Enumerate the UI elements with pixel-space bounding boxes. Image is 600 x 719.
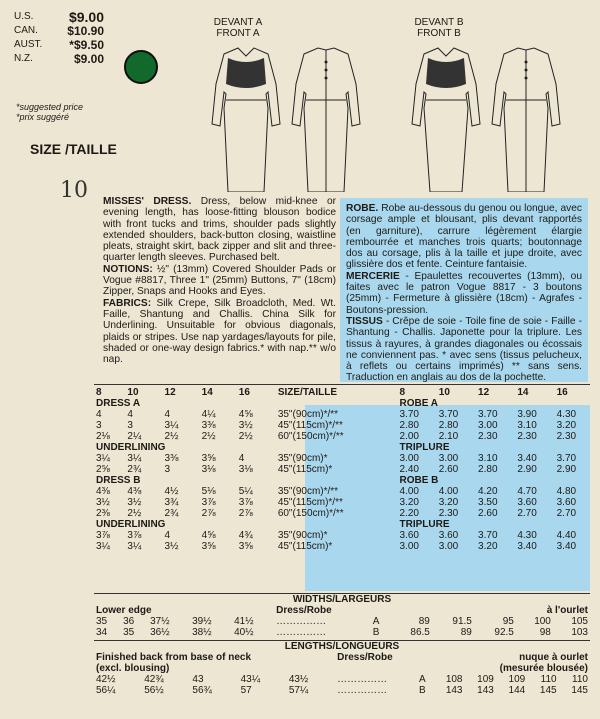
table-cell: 2½ bbox=[238, 431, 253, 442]
size-heading: SIZE /TAILLE bbox=[30, 141, 117, 157]
table-cell: 4.20 bbox=[478, 486, 498, 497]
table-cell: 4½ bbox=[164, 486, 179, 497]
measure-sub: Dress/Robe bbox=[276, 605, 332, 616]
table-cell: 10 bbox=[438, 387, 450, 398]
table-cell: 3¼ bbox=[127, 541, 142, 552]
table-cell: 2.30 bbox=[517, 431, 537, 442]
section-title-fr: ROBE B bbox=[399, 475, 439, 486]
measure-left-label: (excl. blousing) bbox=[96, 663, 170, 674]
measure-title: LENGTHS/LONGUEURS bbox=[284, 641, 400, 652]
table-cell: 45"(115cm)* bbox=[277, 464, 333, 475]
table-cell: 3.60 bbox=[399, 530, 419, 541]
table-row bbox=[94, 431, 594, 442]
measure-cell: 43½ bbox=[288, 674, 309, 685]
measure-sub-row bbox=[94, 605, 590, 616]
description-fr-title: ROBE. bbox=[346, 203, 379, 214]
measure-letter: A bbox=[418, 674, 426, 685]
table-cell: 3 bbox=[127, 420, 133, 431]
table-cell: 2⅜ bbox=[96, 508, 110, 519]
notions-text: ½" (13mm) Covered Shoulder Pads or Vogue #8817, Three 1" (25mm) Buttons, 7" (18cm) Zipper, Snaps and Hooks and Eyes. bbox=[103, 263, 336, 298]
table-cell: 3½ bbox=[164, 541, 179, 552]
yardage-table bbox=[94, 384, 594, 552]
measure-cell: 56¼ bbox=[96, 685, 116, 696]
table-cell: SIZE/TAILLE bbox=[277, 387, 338, 398]
table-cell: 3⅞ bbox=[201, 497, 216, 508]
table-cell: 3.70 bbox=[556, 453, 577, 464]
measure-sub-row bbox=[94, 652, 590, 663]
table-cell: 2⅛ bbox=[96, 431, 110, 442]
table-cell: 2.30 bbox=[478, 431, 498, 442]
measure-cell: 145 bbox=[571, 685, 588, 696]
back-a-drawing bbox=[292, 48, 360, 192]
lengths-table bbox=[94, 641, 590, 696]
table-cell: 3¼ bbox=[164, 420, 179, 431]
price-note bbox=[16, 102, 83, 122]
measure-cell: 109 bbox=[477, 674, 494, 685]
table-cell: 3 bbox=[164, 464, 171, 475]
table-cell: 4 bbox=[96, 409, 102, 420]
table-cell: 12 bbox=[164, 387, 176, 398]
table-cell: 5⅛ bbox=[201, 486, 216, 497]
table-cell: 3⅝ bbox=[201, 541, 216, 552]
table-cell: 2.90 bbox=[556, 464, 577, 475]
view-b-label bbox=[404, 17, 474, 39]
table-cell: 3⅛ bbox=[238, 464, 253, 475]
handwritten-size: 10 bbox=[60, 178, 88, 203]
table-cell: 2¾ bbox=[164, 508, 179, 519]
table-cell: 4.30 bbox=[517, 530, 537, 541]
table-cell: 3⅞ bbox=[127, 530, 142, 541]
view-b-label-fr: DEVANT B bbox=[414, 17, 464, 28]
measure-cell: 110 bbox=[572, 674, 588, 685]
measure-cell: 110 bbox=[540, 674, 557, 685]
measure-letter: B bbox=[418, 685, 426, 696]
measure-cell: 36 bbox=[123, 616, 135, 627]
price-row bbox=[14, 10, 104, 24]
back-b-drawing bbox=[492, 48, 560, 192]
table-cell: 2.10 bbox=[438, 431, 459, 442]
table-cell: 2⅞ bbox=[201, 508, 216, 519]
table-cell: 60"(150cm)*/** bbox=[277, 431, 344, 442]
table-cell: 2⅝ bbox=[96, 464, 110, 475]
table-cell: 2.80 bbox=[399, 420, 419, 431]
measurements bbox=[94, 593, 594, 696]
table-cell: 3½ bbox=[238, 420, 253, 431]
table-cell: 3.40 bbox=[517, 541, 537, 552]
table-cell: 4 bbox=[164, 409, 171, 420]
table-cell: 3.20 bbox=[478, 541, 498, 552]
view-a-label bbox=[203, 17, 273, 39]
table-cell: 3½ bbox=[127, 497, 142, 508]
table-cell: 3¼ bbox=[96, 541, 110, 552]
table-cell: 3¼ bbox=[96, 453, 110, 464]
divider bbox=[94, 384, 590, 385]
price-label: N.Z. bbox=[14, 53, 33, 64]
price-label: CAN. bbox=[14, 25, 38, 36]
measure-cell: 39½ bbox=[192, 616, 212, 627]
measure-cell: 105 bbox=[571, 616, 588, 627]
table-row bbox=[94, 541, 594, 552]
section-row bbox=[94, 475, 594, 486]
view-b-label-en: FRONT B bbox=[417, 28, 461, 39]
measure-left-label: Finished back from base of neck bbox=[96, 652, 252, 663]
section-spacer bbox=[276, 398, 398, 409]
section-title-en: UNDERLINING bbox=[96, 442, 166, 453]
table-cell: 2½ bbox=[201, 431, 216, 442]
measure-cell: 89 bbox=[460, 627, 472, 638]
measure-letter: A bbox=[372, 616, 380, 627]
section-title-en: UNDERLINING bbox=[96, 519, 166, 530]
table-row bbox=[94, 420, 594, 431]
price-row bbox=[14, 24, 104, 38]
measure-cell: 56½ bbox=[144, 685, 164, 696]
table-cell: 4⅝ bbox=[238, 409, 253, 420]
measure-row bbox=[94, 627, 590, 638]
table-row bbox=[94, 409, 594, 420]
measure-cell: 108 bbox=[445, 674, 463, 685]
table-cell: 3¾ bbox=[164, 497, 179, 508]
table-cell: 2¼ bbox=[127, 431, 142, 442]
view-a-label-en: FRONT A bbox=[216, 28, 260, 39]
table-cell: 8 bbox=[96, 387, 102, 398]
table-cell: 3.40 bbox=[517, 453, 537, 464]
table-cell: 45"(115cm)*/** bbox=[277, 420, 343, 431]
table-cell: 45"(115cm)* bbox=[277, 541, 333, 552]
table-cell: 2⅞ bbox=[238, 508, 253, 519]
table-cell: 3.10 bbox=[517, 420, 537, 431]
widths-table bbox=[94, 594, 590, 638]
measure-cell: 37½ bbox=[150, 616, 170, 627]
measure-cell: 91.5 bbox=[452, 616, 472, 627]
dress-drawings bbox=[180, 42, 590, 192]
notions-title: NOTIONS: bbox=[103, 263, 153, 275]
price-row bbox=[14, 52, 104, 66]
table-cell: 2½ bbox=[127, 508, 142, 519]
table-cell: 35"(90cm)* bbox=[277, 453, 328, 464]
measure-cell: 38½ bbox=[192, 627, 212, 638]
table-cell: 3.20 bbox=[556, 420, 577, 431]
measure-left-label: Lower edge bbox=[96, 605, 152, 616]
measure-right-label: à l'ourlet bbox=[546, 605, 588, 616]
table-cell: 3.70 bbox=[399, 409, 419, 420]
table-cell: 14 bbox=[517, 387, 529, 398]
table-cell: 3.70 bbox=[478, 530, 498, 541]
price-value: $9.00 bbox=[73, 52, 104, 66]
section-title-fr: ROBE A bbox=[399, 398, 439, 409]
table-cell: 16 bbox=[556, 387, 568, 398]
table-cell: 45"(115cm)*/** bbox=[277, 497, 343, 508]
measure-cell: 86.5 bbox=[410, 627, 430, 638]
price-value: $10.90 bbox=[67, 24, 104, 38]
table-row bbox=[94, 387, 594, 398]
table-cell: 16 bbox=[238, 387, 250, 398]
measure-cell: 89 bbox=[418, 616, 430, 627]
table-cell: 2.80 bbox=[478, 464, 498, 475]
table-cell: 4 bbox=[127, 409, 133, 420]
table-row bbox=[94, 508, 594, 519]
table-cell: 2.40 bbox=[399, 464, 419, 475]
table-cell: 2.30 bbox=[556, 431, 577, 442]
measure-cell: 95 bbox=[502, 616, 514, 627]
measure-cell: 36½ bbox=[150, 627, 170, 638]
table-cell: 3.70 bbox=[478, 409, 498, 420]
measure-title: WIDTHS/LARGEURS bbox=[292, 594, 392, 605]
table-cell: 4.00 bbox=[438, 486, 459, 497]
measure-letter: B bbox=[372, 627, 380, 638]
measure-cell: 57 bbox=[240, 685, 252, 696]
section-title-fr: TRIPLURE bbox=[399, 519, 450, 530]
measure-dots: …………… bbox=[337, 685, 388, 696]
table-cell: 3¼ bbox=[127, 453, 142, 464]
table-cell: 3⅞ bbox=[238, 497, 253, 508]
table-cell: 3.20 bbox=[399, 497, 419, 508]
table-cell: 2.70 bbox=[517, 508, 537, 519]
measure-dots: …………… bbox=[337, 674, 388, 685]
table-cell: 4⅝ bbox=[201, 530, 216, 541]
front-b-drawing bbox=[412, 48, 480, 192]
measure-sub-row bbox=[94, 663, 590, 674]
price-list bbox=[14, 10, 104, 66]
table-row bbox=[94, 530, 594, 541]
measure-right-label: nuque à ourlet bbox=[519, 652, 588, 663]
section-title-fr: TRIPLURE bbox=[399, 442, 450, 453]
table-cell: 2.90 bbox=[517, 464, 537, 475]
table-cell: 3.50 bbox=[478, 497, 498, 508]
view-a-label-fr: DEVANT A bbox=[213, 17, 263, 28]
section-spacer bbox=[276, 475, 398, 486]
section-spacer bbox=[276, 442, 398, 453]
section-title-en: DRESS B bbox=[96, 475, 141, 486]
measure-cell: 34 bbox=[96, 627, 108, 638]
table-row bbox=[94, 464, 594, 475]
table-cell: 3⅜ bbox=[164, 453, 179, 464]
table-cell: 35"(90cm)*/** bbox=[277, 486, 339, 497]
table-cell: 8 bbox=[399, 387, 406, 398]
table-cell: 2.30 bbox=[438, 508, 459, 519]
table-cell: 3.00 bbox=[399, 541, 419, 552]
table-cell: 3⅝ bbox=[201, 453, 216, 464]
table-cell: 4.70 bbox=[517, 486, 537, 497]
table-row bbox=[94, 497, 594, 508]
tissus-text: - Crêpe de soie - Toile fine de soie - Faille - Shantung - Challis. Japonette pour la triplure. Les tissus à rayures, à grandes diagonales ou écossais ne conviennent pas. * avec sens (tissus pelucheux, à reflets ou certains imprimés) ** sans sens. Traduction en anglais au dos de la pochette. bbox=[346, 315, 582, 384]
table-cell: 2.60 bbox=[438, 464, 459, 475]
table-cell: 2.00 bbox=[399, 431, 419, 442]
measure-cell: 109 bbox=[508, 674, 526, 685]
table-cell: 14 bbox=[201, 387, 213, 398]
table-cell: 4 bbox=[164, 530, 171, 541]
measure-row bbox=[94, 674, 590, 685]
measure-cell: 41½ bbox=[234, 616, 254, 627]
table-cell: 3⅞ bbox=[96, 530, 110, 541]
table-cell: 3.40 bbox=[556, 541, 577, 552]
measure-cell: 35 bbox=[123, 627, 135, 638]
description-en bbox=[103, 196, 336, 365]
table-cell: 4¼ bbox=[201, 409, 216, 420]
measure-cell: 57¼ bbox=[288, 685, 309, 696]
table-row bbox=[94, 486, 594, 497]
table-cell: 35"(90cm)* bbox=[277, 530, 328, 541]
table-cell: 3⅛ bbox=[201, 464, 216, 475]
measure-cell: 42½ bbox=[96, 674, 116, 685]
table-cell: 3 bbox=[96, 420, 102, 431]
price-note-line: *suggested price bbox=[16, 102, 84, 112]
table-cell: 4⅜ bbox=[96, 486, 110, 497]
table-cell: 2.80 bbox=[438, 420, 459, 431]
section-title-en: DRESS A bbox=[96, 398, 141, 409]
table-cell: 3.60 bbox=[438, 530, 459, 541]
table-cell: 3⅝ bbox=[238, 541, 253, 552]
measure-row bbox=[94, 685, 590, 696]
measure-cell: 40½ bbox=[234, 627, 254, 638]
table-cell: 60"(150cm)*/** bbox=[277, 508, 344, 519]
price-label: AUST. bbox=[14, 39, 43, 50]
table-cell: 2¾ bbox=[127, 464, 142, 475]
table-cell: 3.00 bbox=[438, 453, 459, 464]
table-cell: 3.60 bbox=[556, 497, 577, 508]
description-fr bbox=[340, 198, 588, 382]
section-row bbox=[94, 398, 594, 409]
measure-cell: 43 bbox=[192, 674, 204, 685]
table-cell: 4.30 bbox=[556, 409, 577, 420]
price-row bbox=[14, 38, 104, 52]
fabrics-title: FABRICS: bbox=[103, 297, 152, 309]
measure-dots: …………… bbox=[276, 616, 327, 627]
measure-dots: …………… bbox=[276, 627, 327, 638]
table-cell: 5¼ bbox=[238, 486, 253, 497]
measure-cell: 92.5 bbox=[494, 627, 514, 638]
table-cell: 2.60 bbox=[478, 508, 498, 519]
mercerie-title: MERCERIE bbox=[346, 270, 400, 282]
table-cell: 3.70 bbox=[438, 409, 459, 420]
description-body: Dress, below mid-knee or evening length, has loose-fitting blouson bodice with front tucks and trims, shoulder pads slightly extended shoulders, back-button closing, waistline pleats, straight skirt, back zipper and slit and three-quarter length sleeves. Purchased belt. bbox=[103, 196, 336, 264]
measure-cell: 43¼ bbox=[240, 674, 261, 685]
table-cell: 35"(90cm)*/** bbox=[277, 409, 339, 420]
table-cell: 4⅜ bbox=[127, 486, 142, 497]
measure-cell: 35 bbox=[96, 616, 108, 627]
measure-sub: Dress/Robe bbox=[337, 652, 393, 663]
table-cell: 3.90 bbox=[517, 409, 537, 420]
price-label: U.S. bbox=[14, 11, 34, 22]
measure-row bbox=[94, 616, 590, 627]
table-cell: 2.20 bbox=[399, 508, 419, 519]
table-cell: 2½ bbox=[164, 431, 179, 442]
table-cell: 4.40 bbox=[556, 530, 577, 541]
section-row bbox=[94, 519, 594, 530]
table-cell: 3.60 bbox=[517, 497, 537, 508]
green-dot-icon bbox=[124, 50, 158, 84]
measure-cell: 145 bbox=[539, 685, 557, 696]
measure-title-row bbox=[94, 594, 590, 605]
mercerie-text: - Epaulettes recouvertes (13mm), ou faites avec le patron Vogue 8817 - 3 boutons (25mm) - Fermeture à glissière (18cm) - Agrafes - Boutons-pression. bbox=[346, 270, 582, 316]
measure-cell: 56¾ bbox=[192, 685, 212, 696]
table-cell: 3⅜ bbox=[201, 420, 216, 431]
measure-cell: 143 bbox=[445, 685, 463, 696]
price-note-line: *prix suggéré bbox=[16, 112, 70, 122]
description-title: MISSES' DRESS. bbox=[103, 196, 192, 207]
measure-cell: 143 bbox=[477, 685, 494, 696]
measure-cell: 103 bbox=[571, 627, 588, 638]
table-cell: 3.00 bbox=[438, 541, 459, 552]
front-a-drawing bbox=[212, 48, 280, 192]
table-cell: 4¾ bbox=[238, 530, 253, 541]
price-value: *$9.50 bbox=[69, 38, 104, 52]
section-row bbox=[94, 442, 594, 453]
table-cell: 2.70 bbox=[556, 508, 577, 519]
measure-cell: 100 bbox=[534, 616, 551, 627]
description-fr-body: Robe au-dessous du genou ou longue, avec corsage ample et blousant, plis devant rapportés (en garniture), carrure légèrement élargie rembourrée et manches trois quarts; boutonnage dos au corsage, plis à la taille et jupe droite, avec glissière dos et fente. Ceinture fantaisie. bbox=[346, 203, 582, 271]
table-cell: 3½ bbox=[96, 497, 110, 508]
table-cell: 3.00 bbox=[478, 420, 498, 431]
price-value: $9.00 bbox=[68, 9, 104, 25]
measure-cell: 42¾ bbox=[144, 674, 164, 685]
table-cell: 4 bbox=[238, 453, 245, 464]
table-cell: 3.00 bbox=[399, 453, 419, 464]
tissus-title: TISSUS bbox=[346, 315, 383, 327]
table-cell: 12 bbox=[478, 387, 490, 398]
fabrics-text: Silk Crepe, Silk Broadcloth, Med. Wt. Faille, Shantung and Challis. China Silk for Underlining. Unsuitable for obvious diagonals, plaids or stripes. Use nap yardages/layouts for pile, shaded or one-way design fabrics.* with nap.** w/o nap. bbox=[103, 297, 336, 366]
table-cell: 3.20 bbox=[438, 497, 459, 508]
measure-title-row bbox=[94, 641, 590, 652]
table-row bbox=[94, 453, 594, 464]
measure-cell: 98 bbox=[539, 627, 551, 638]
yardage-grid bbox=[94, 387, 594, 552]
measure-right-label: (mesurée blousée) bbox=[499, 663, 588, 674]
table-cell: 3.10 bbox=[478, 453, 498, 464]
measure-cell: 144 bbox=[508, 685, 526, 696]
table-cell: 4.80 bbox=[556, 486, 577, 497]
section-spacer bbox=[276, 519, 398, 530]
table-cell: 4.00 bbox=[399, 486, 419, 497]
table-cell: 10 bbox=[127, 387, 139, 398]
